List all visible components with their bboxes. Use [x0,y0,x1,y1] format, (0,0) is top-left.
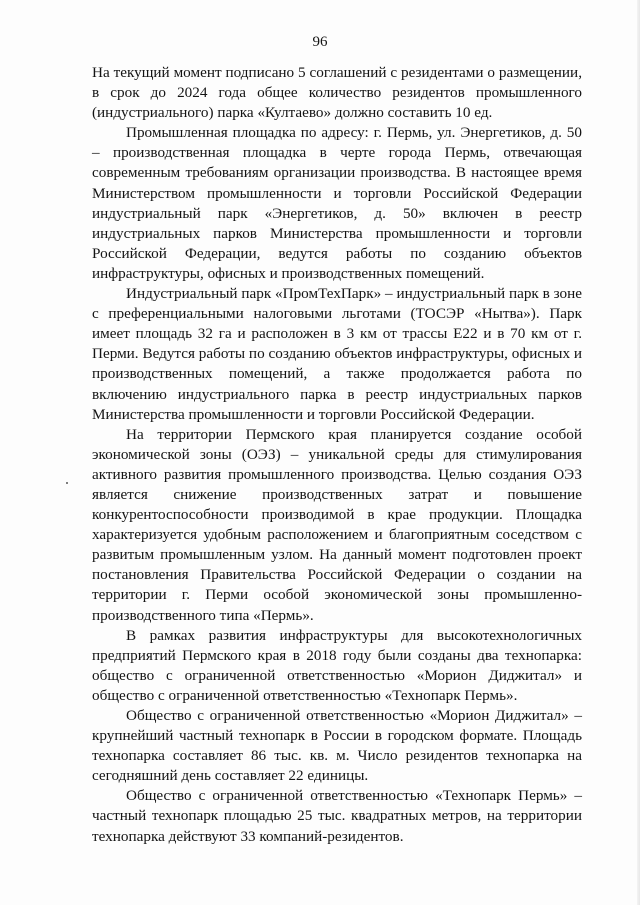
page-number: 96 [312,34,328,50]
paragraph-kultaevo: На текущий момент подписано 5 соглашений с резидентами о размещении, в срок до 2024 года общее количество резидентов промышленного (индустриального) парка «Култаево» должно составить 10 ед. [92,64,582,122]
paragraph-technopark-perm: Общество с ограниченной ответственностью «Технопарк Пермь» – частный технопарк площадью 25 тыс. квадратных метров, на территории технопарка действуют 33 компаний-резидентов. [92,787,582,845]
document-body [92,63,582,847]
paragraph-promtechpark: Индустриальный парк «ПромТехПарк» – индустриальный парк в зоне с преференциальными налоговыми льготами (ТОСЭР «Нытва»). Парк имеет площадь 32 га и расположен в 3 км от трассы Е22 и в 70 км от г. Перми. Ведутся работы по созданию объектов инфраструктуры, офисных и производственных помещений, а также продолжается работа по включению индустриального парка в реестр индустриальных парков Министерства промышленности и торговли Российской Федерации. [92,285,582,423]
margin-mark [66,482,68,484]
paragraph-oez: На территории Пермского края планируется создание особой экономической зоны (ОЭЗ) – уникальной среды для стимулирования активного развития промышленного производства. Целью создания ОЭЗ является снижение производственных затрат и повышение конкурентоспособности производимой в крае продукции. Площадка характеризуется удобным расположением и благоприятным соседством с развитым промышленным узлом. На данный момент подготовлен проект постановления Правительства Российской Федерации о создании на территории г. Перми особой экономической зоны промышленно-производственного типа «Пермь». [92,425,582,624]
paragraph-energetikov: Промышленная площадка по адресу: г. Пермь, ул. Энергетиков, д. 50 – производственная площадка в черте города Пермь, отвечающая современным требованиям организации производства. В настоящее время Министерством промышленности и торговли Российской Федерации индустриальный парк «Энергетиков, д. 50» включен в реестр индустриальных парков Министерства промышленности и торговли Российской Федерации, ведутся работы по созданию объектов инфраструктуры, офисных и производственных помещений. [92,124,582,282]
paragraph-technoparks: В рамках развития инфраструктуры для высокотехнологичных предприятий Пермского края в 2018 году были созданы два технопарка: общество с ограниченной ответственностью «Морион Диджитал» и общество с ограниченной ответственностью «Технопарк Пермь». [92,626,582,704]
paragraph-morion-digital: Общество с ограниченной ответственностью «Морион Диджитал» – крупнейший частный технопарк в России в городском формате. Площадь технопарка составляет 86 тыс. кв. м. Число резидентов технопарка на сегодняшний день составляет 22 единицы. [92,707,582,785]
